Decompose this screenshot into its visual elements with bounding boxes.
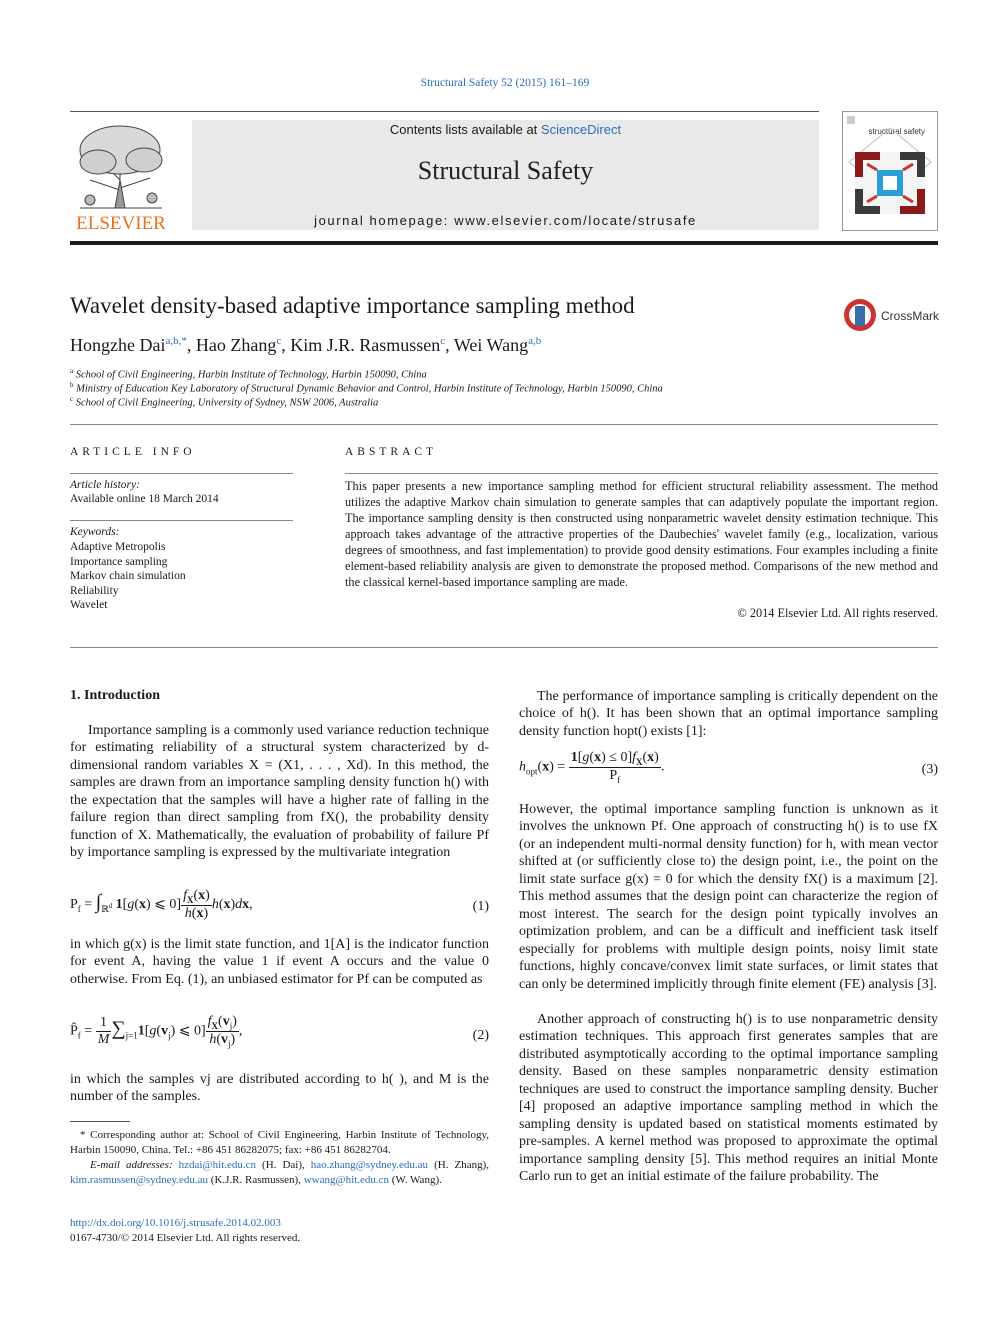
keyword: Wavelet — [70, 599, 108, 611]
email-addresses — [70, 1158, 489, 1188]
contents-line — [192, 122, 819, 137]
author-affil-marker[interactable]: a,b,* — [165, 335, 187, 347]
email-owner: (H. Dai), — [262, 1159, 305, 1171]
equation-number: (2) — [472, 1028, 489, 1043]
divider — [345, 473, 938, 474]
cover-title: structural safety — [868, 127, 925, 136]
email-link[interactable]: kim.rasmussen@sydney.edu.au — [70, 1174, 209, 1186]
keyword: Reliability — [70, 584, 119, 597]
footnote — [70, 1128, 489, 1188]
journal-name: Structural Safety — [417, 156, 594, 185]
keyword: Markov chain simulation — [70, 570, 186, 582]
right-paragraph-1: The performance of importance sampling is critically dependent on the choice of h(). It has been shown that an optimal importance sampling density function hopt() exists [1]: — [519, 689, 938, 739]
equation-number: (1) — [472, 899, 489, 914]
divider — [70, 473, 293, 474]
crossmark-label: CrossMark — [881, 309, 940, 323]
cover-art-icon — [843, 112, 937, 230]
equation-3: $h_{opt}(x)$ = $\frac{1[g(x) \le 0]f_X(x)}{P_f}$ . — [519, 750, 665, 785]
author-name[interactable]: Hao Zhang — [195, 335, 277, 355]
left-paragraph-1: Importance sampling is a commonly used variance reduction technique for estimating reliability of a structural system characterized by d-dimensional random variables X = (X1, . . . , Xd). In this method, the samples are drawn from an importance sampling density function h() with the expectation that the samples will have a higher rate of falling in the failure region than direct sampling from fX(), the probability density function of X. Mathematically, the evaluation of probability of failure Pf by importance sampling is expressed by the multivariate integration — [70, 723, 489, 861]
author-name[interactable]: Wei Wang — [453, 335, 529, 355]
doi-link[interactable]: http://dx.doi.org/10.1016/j.strusafe.2014.02.003 — [70, 1217, 281, 1229]
section-heading: 1. Introduction — [70, 688, 160, 703]
email-label: E-mail addresses: — [90, 1159, 173, 1171]
elsevier-tree-icon — [70, 120, 172, 232]
article-history-value: Available online 18 March 2014 — [70, 493, 219, 505]
divider — [70, 424, 938, 425]
contents-prefix: Contents lists available at — [389, 122, 541, 137]
right-paragraph-3: Another approach of constructing h() is to use nonparametric density estimation techniques. This approach first generates samples that are distributed asymptotically according to the optimal importance sampling density. Based on these samples nonparametric density estimation techniques are used to construct the importance sampling density. Bucher [4] proposed an adaptive importance sampling method in which the sampling density is updated based on statistical moments estimated by pre-samples. A kernel method was proposed to approximate the optimal importance sampling density [5]. This method requires an initial Monte Carlo run to get an initial estimate of the failure probability. The — [519, 1012, 938, 1185]
article-info-heading: ARTICLE INFO — [70, 446, 196, 458]
keywords-label: Keywords: — [70, 526, 120, 538]
author-name[interactable]: Hongzhe Dai — [70, 335, 166, 355]
elsevier-wordmark: ELSEVIER — [76, 213, 166, 232]
author-list: Hongzhe Dai$^{a,b,*}$, Hao Zhang$^c$, Kim J.R. Rasmussen$^c$, Wei Wang$^{a,b}$ — [70, 335, 542, 355]
equation-1: $P_f = \int_{ℝ^d}$ 1[g(x) ⩽ 0] $\frac{f_X(x)}{h(x)}$ h(x)dx, — [70, 888, 253, 921]
crossmark-badge[interactable] — [843, 298, 943, 332]
abstract-text: This paper presents a new importance sampling method for efficient structural reliability assessment. The method utilizes the adaptive Markov chain simulation to generate samples that can adaptively populate the important region. The importance sampling density is then constructed using nonparametric wavelet density estimation technique. This approach takes advantage of the attractive properties of the Daubechies' wavelet family (e.g., localization, various degrees of smoothness, and fast implementation) to provide good density estimations. Four examples including a finite element-based reliability analysis are given to demonstrate the proposed method. Comparisons of the new method and the classical kernel-based importance sampling are made. — [345, 479, 938, 589]
divider — [70, 520, 293, 521]
equation-number: (3) — [921, 762, 938, 777]
journal-reference[interactable]: Structural Safety 52 (2015) 161–169 — [420, 77, 590, 89]
header-thick-rule — [70, 241, 938, 245]
affiliation: $^b$ Ministry of Education Key Laboratory of Structural Dynamic Behavior and Control, Harbin Institute of Technology, Harbin 150090, China — [70, 381, 663, 395]
email-owner: (K.J.R. Rasmussen), — [210, 1174, 301, 1186]
keyword: Adaptive Metropolis — [70, 541, 166, 553]
issn-line: 0167-4730/© 2014 Elsevier Ltd. All rights reserved. — [70, 1232, 301, 1244]
author-affil-marker[interactable]: c — [440, 335, 446, 347]
author-affil-marker[interactable]: a,b — [528, 335, 542, 347]
elsevier-logo — [70, 120, 172, 232]
corresponding-author-note: * Corresponding author at: School of Civil Engineering, Harbin Institute of Technology, Harbin 150090, China. Tel.: +86 451 86282075; fax: +86 451 86282704. — [70, 1129, 489, 1156]
footnote-rule — [70, 1121, 130, 1122]
left-paragraph-3: in which the samples vj are distributed according to h( ), and M is the number of the samples. — [70, 1072, 489, 1105]
right-paragraph-2: However, the optimal importance sampling function is unknown as it involves the unknown Pf. One approach of constructing h() is to use fX (or an independent multi-normal density function) for h, with mean vector shifted at (or sufficiently close to) the design point, i.e., the point on the limit state surface g(x) = 0 for which the density fX() is a maximum [2]. This method assumes that the design point can characterize the region of most interest. The search for the design point typically involves an optimization problem, and can be a difficult and inefficient task itself especially for problems with multiple design points, noisy limit state functions, highly concave/convex limit state surfaces, or limit states that can only be determined implicitly through finite element (FE) analysis [3]. — [519, 802, 938, 992]
email-owner: (W. Wang). — [391, 1174, 442, 1186]
affiliation: $^c$ School of Civil Engineering, University of Sydney, NSW 2006, Australia — [70, 395, 379, 409]
equation-2: $P̂_f$ = $\frac{1}{M}$ $\sum_{j=1}1[g(v_j)$ ⩽ 0] $\frac{f_X(v_j)}{h(v_j)}$ , — [70, 1014, 243, 1049]
author-affil-marker[interactable]: c — [276, 335, 282, 347]
affiliation: $^a$ School of Civil Engineering, Harbin Institute of Technology, Harbin 150090, China — [70, 367, 427, 381]
email-link[interactable]: hao.zhang@sydney.edu.au — [310, 1159, 429, 1171]
paper-title: Wavelet density-based adaptive importance sampling method — [70, 293, 635, 318]
abstract-copyright: © 2014 Elsevier Ltd. All rights reserved. — [737, 606, 938, 620]
article-history-label: Article history: — [70, 479, 140, 491]
email-link[interactable]: hzdai@hit.edu.cn — [178, 1159, 256, 1171]
keyword-list — [70, 540, 186, 613]
abstract-heading: ABSTRACT — [345, 446, 438, 458]
sciencedirect-link[interactable]: ScienceDirect — [540, 122, 622, 137]
doi-block — [70, 1216, 300, 1246]
left-paragraph-2: in which g(x) is the limit state function, and 1[A] is the indicator function for event A, having the value 1 if event A occurs and the value 0 otherwise. From Eq. (1), an unbiased estimator for Pf can be computed as — [70, 937, 489, 987]
journal-cover-thumbnail[interactable] — [842, 111, 938, 231]
email-link[interactable]: wwang@hit.edu.cn — [303, 1174, 389, 1186]
keyword: Importance sampling — [70, 555, 168, 568]
email-owner: (H. Zhang), — [434, 1159, 490, 1171]
header-top-rule — [70, 111, 819, 112]
journal-homepage[interactable]: journal homepage: www.elsevier.com/locate/strusafe — [314, 213, 697, 228]
author-name[interactable]: Kim J.R. Rasmussen — [290, 335, 441, 355]
divider — [70, 647, 938, 648]
